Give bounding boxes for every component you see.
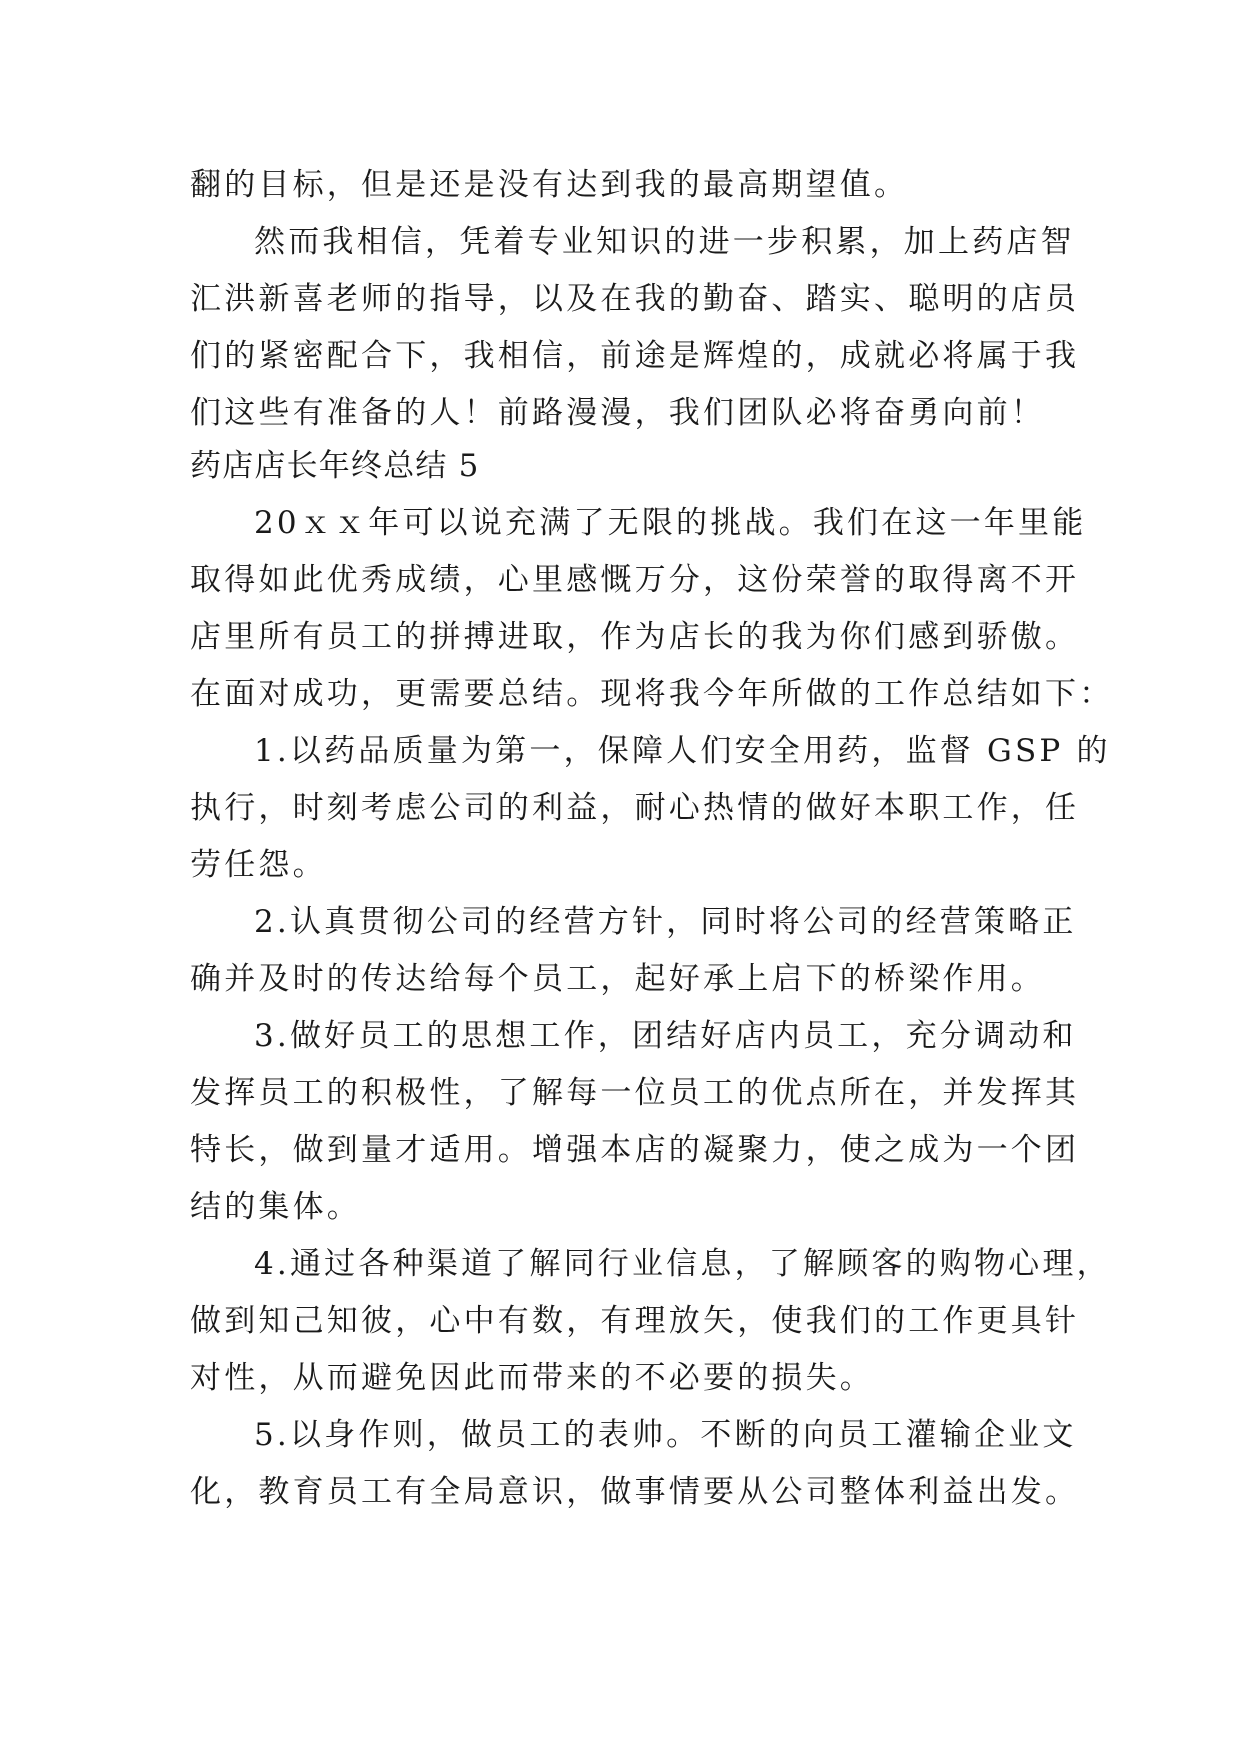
section-heading: 药店店长年终总结 5 — [190, 448, 480, 484]
list-item-line: 对性，从而避免因此而带来的不必要的损失。 — [190, 1360, 874, 1396]
list-item-line: 劳任怨。 — [190, 847, 327, 883]
list-item-line: 2.认真贯彻公司的经营方针，同时将公司的经营策略正 — [254, 904, 1077, 940]
paragraph-line: 取得如此优秀成绩，心里感慨万分，这份荣誉的取得离不开 — [190, 562, 1080, 598]
list-item-line: 结的集体。 — [190, 1189, 361, 1225]
list-item-line: 4.通过各种渠道了解同行业信息，了解顾客的购物心理， — [254, 1246, 1111, 1282]
paragraph-line: 店里所有员工的拼搏进取，作为店长的我为你们感到骄傲。 — [190, 619, 1080, 655]
paragraph-line: 20ｘｘ年可以说充满了无限的挑战。我们在这一年里能 — [254, 505, 1087, 541]
list-item-line: 5.以身作则，做员工的表帅。不断的向员工灌输企业文 — [254, 1417, 1077, 1453]
list-item-line: 发挥员工的积极性，了解每一位员工的优点所在，并发挥其 — [190, 1075, 1080, 1111]
paragraph-line: 翻的目标，但是还是没有达到我的最高期望值。 — [190, 167, 909, 203]
paragraph-line: 们这些有准备的人！前路漫漫，我们团队必将奋勇向前！ — [190, 395, 1045, 431]
paragraph-line: 在面对成功，更需要总结。现将我今年所做的工作总结如下： — [190, 676, 1114, 712]
list-item-line: 确并及时的传达给每个员工，起好承上启下的桥梁作用。 — [190, 961, 1045, 997]
list-item-line: 特长，做到量才适用。增强本店的凝聚力，使之成为一个团 — [190, 1132, 1080, 1168]
list-item-line: 1.以药品质量为第一，保障人们安全用药，监督 GSP 的 — [254, 733, 1111, 769]
paragraph-line: 然而我相信，凭着专业知识的进一步积累，加上药店智 — [254, 224, 1075, 260]
list-item-line: 做到知己知彼，心中有数，有理放矢，使我们的工作更具针 — [190, 1303, 1080, 1339]
paragraph-line: 汇洪新喜老师的指导，以及在我的勤奋、踏实、聪明的店员 — [190, 281, 1080, 317]
paragraph-line: 们的紧密配合下，我相信，前途是辉煌的，成就必将属于我 — [190, 338, 1080, 374]
list-item-line: 执行，时刻考虑公司的利益，耐心热情的做好本职工作，任 — [190, 790, 1080, 826]
list-item-line: 化，教育员工有全局意识，做事情要从公司整体利益出发。 — [190, 1474, 1080, 1510]
list-item-line: 3.做好员工的思想工作，团结好店内员工，充分调动和 — [254, 1018, 1077, 1054]
